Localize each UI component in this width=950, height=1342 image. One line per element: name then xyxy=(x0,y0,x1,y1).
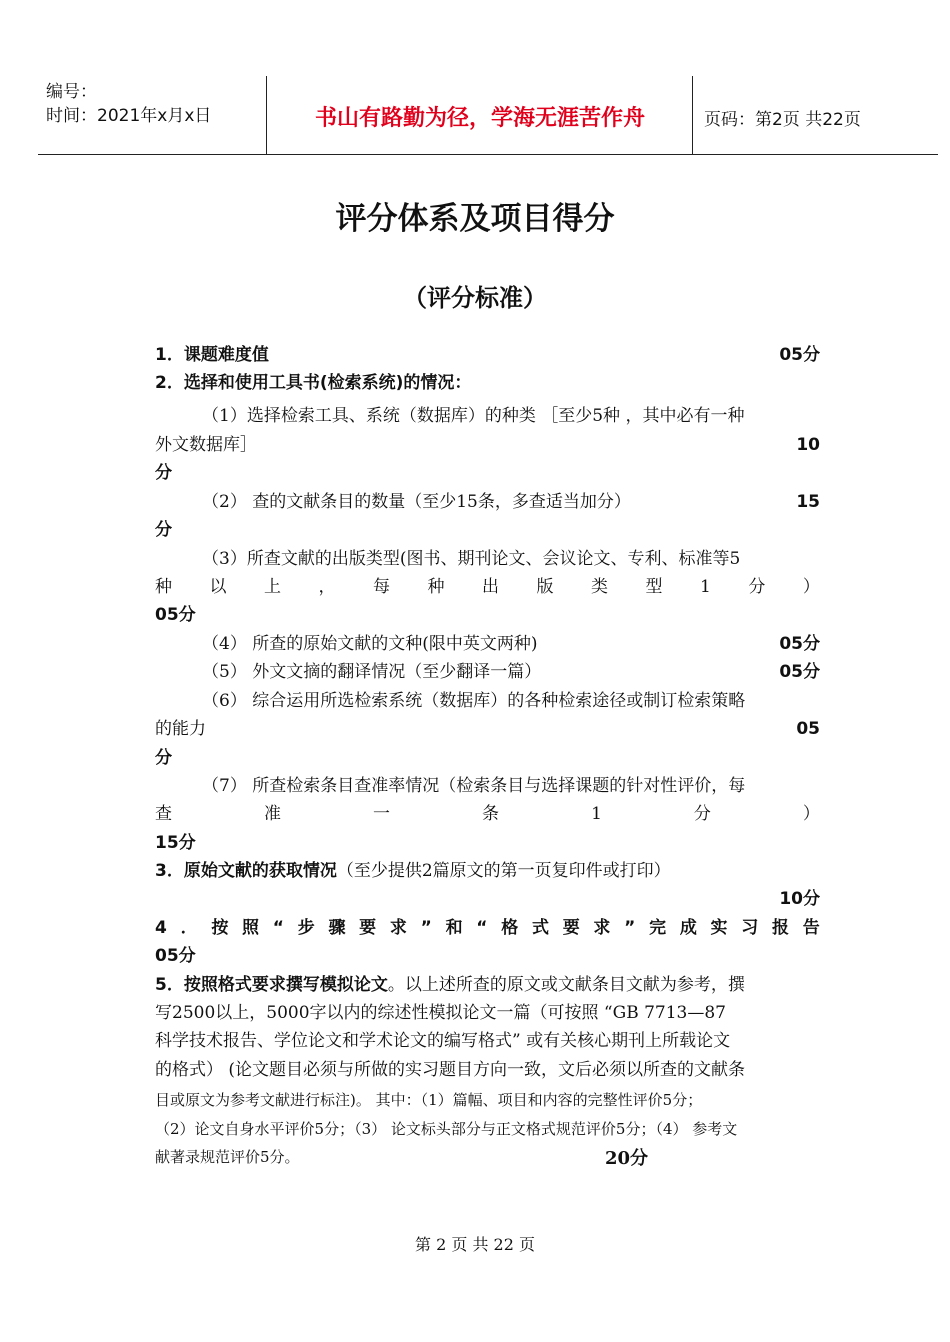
char: “ xyxy=(272,918,284,938)
char: 成 xyxy=(679,918,697,938)
item-text: 。以上述所查的原文或文献条目文献为参考，撰 xyxy=(387,975,745,995)
header-motto: 书山有路勤为径，学海无涯苦作舟 xyxy=(314,106,645,131)
char: 查 xyxy=(155,804,172,824)
char: 条 xyxy=(482,804,500,824)
char: 每 xyxy=(373,577,390,597)
sub-item-1-line2 xyxy=(155,432,820,458)
item-score: 10分 xyxy=(779,889,820,909)
char: 求 xyxy=(389,918,407,938)
char: 式 xyxy=(531,918,549,938)
sub-item-6-line2 xyxy=(155,716,820,742)
sub-item-7-line1: （7） 所查检索条目查准率情况（检索条目与选择课题的针对性评价，每 xyxy=(202,776,746,796)
sub-item-text: （2） 查的文献条目的数量（至少15条，多查适当加分） xyxy=(202,492,631,512)
char: 分 xyxy=(748,577,766,597)
char: 告 xyxy=(802,918,820,938)
char: 完 xyxy=(649,918,667,938)
char: 种 xyxy=(427,577,445,597)
item-5-line1 xyxy=(155,972,820,998)
char: 型 xyxy=(645,577,663,597)
item-score: 15 xyxy=(796,492,820,512)
page-title: 评分体系及项目得分 xyxy=(335,201,615,237)
sub-item-5 xyxy=(155,659,820,685)
sub-item-7-score: 15分 xyxy=(155,833,196,853)
item-4-score: 05分 xyxy=(155,946,196,966)
char: 版 xyxy=(536,577,554,597)
char: 准 xyxy=(264,804,282,824)
item-score: 10 xyxy=(796,435,820,455)
sub-item-2-score-unit: 分 xyxy=(155,520,172,540)
item-score: 05分 xyxy=(779,345,820,365)
char: 4 xyxy=(155,918,167,938)
item-5-line5: 目或原文为参考文献进行标注)。 其中：（1）篇幅、项目和内容的完整性评价5分； xyxy=(155,1091,703,1109)
char: 要 xyxy=(562,918,580,938)
sub-item-text: 的能力 xyxy=(155,719,206,739)
header-page-info: 页码：第2页 共22页 xyxy=(704,110,861,130)
serial-label: 编号： xyxy=(46,82,97,102)
item-score: 05分 xyxy=(779,634,820,654)
char: ， xyxy=(318,577,336,597)
page-header xyxy=(38,76,938,155)
sub-item-1-line1: （1）选择检索工具、系统（数据库）的种类 ［至少5种 ，其中必有一种 xyxy=(202,406,745,426)
page-footer: 第 2 页 共 22 页 xyxy=(415,1235,535,1254)
char: 按 xyxy=(211,918,229,938)
sub-item-3-score: 05分 xyxy=(155,605,196,625)
sub-item-text: （5） 外文文摘的翻译情况（至少翻译一篇） xyxy=(202,662,542,682)
item-label: 5．按照格式要求撰写模拟论文 xyxy=(155,975,388,995)
char: 出 xyxy=(482,577,499,597)
item-label: 1．课题难度值 xyxy=(155,345,269,365)
char: 种 xyxy=(155,577,172,597)
char: 照 xyxy=(242,918,260,938)
item-5-line3: 科学技术报告、学位论文和学术论文的编写格式” 或有关核心期刊上所载论文 xyxy=(155,1031,731,1051)
char: 类 xyxy=(591,577,608,597)
char: 上 xyxy=(264,577,281,597)
char: 实 xyxy=(710,918,728,938)
char: 求 xyxy=(593,918,611,938)
char: 步 xyxy=(297,918,315,938)
item-1 xyxy=(155,342,820,368)
char: 报 xyxy=(772,918,790,938)
item-5-line6: （2）论文自身水平评价5分；（3） 论文标头部分与正文格式规范评价5分；（4） 参考文 xyxy=(155,1120,738,1138)
char: ” xyxy=(420,918,432,938)
item-5-line4: 的格式） (论文题目必须与所做的实习题目方向一致，文后必须以所查的文献条 xyxy=(155,1060,746,1080)
char: 1 xyxy=(700,577,711,597)
sub-item-text: （4） 所查的原始文献的文种(限中英文两种) xyxy=(202,634,538,654)
item-3 xyxy=(155,858,820,884)
sub-item-2-line1 xyxy=(155,489,820,515)
item-note: （至少提供2篇原文的第一页复印件或打印） xyxy=(336,861,671,881)
header-divider xyxy=(692,76,693,154)
item-label: 3．原始文献的获取情况 xyxy=(155,861,337,881)
char: ） xyxy=(802,804,820,824)
char: 1 xyxy=(591,804,602,824)
char: ． xyxy=(180,918,198,938)
char: 分 xyxy=(693,804,711,824)
item-score: 05分 xyxy=(779,662,820,682)
sub-item-3-line1: （3）所查文献的出版类型(图书、期刊论文、会议论文、专利、标准等5 xyxy=(202,549,741,569)
sub-item-7-line2 xyxy=(155,801,820,827)
char: ） xyxy=(802,577,820,597)
char: 要 xyxy=(359,918,377,938)
char: ” xyxy=(624,918,636,938)
sub-item-6-score-unit: 分 xyxy=(155,748,172,768)
char: 骤 xyxy=(328,918,346,938)
item-score: 05 xyxy=(796,719,820,739)
item-5-line7: 献著录规范评价5分。 xyxy=(155,1148,300,1166)
sub-item-6-line1: （6） 综合运用所选检索系统（数据库）的各种检索途径或制订检索策略 xyxy=(202,691,746,711)
item-5-line2: 写2500以上，5000字以内的综述性模拟论文一篇（可按照 “GB 7713—87 xyxy=(155,1003,726,1023)
sub-item-4 xyxy=(155,631,820,657)
sub-item-3-line2 xyxy=(155,574,820,600)
time-label: 时间：2021年x月x日 xyxy=(46,106,212,126)
item-4 xyxy=(155,915,820,941)
char: 以 xyxy=(209,577,227,597)
sub-item-text: 外文数据库］ xyxy=(155,435,257,455)
char: 和 xyxy=(445,918,463,938)
char: 一 xyxy=(373,804,391,824)
header-meta xyxy=(46,80,211,128)
char: 习 xyxy=(741,918,759,938)
char: 格 xyxy=(501,918,519,938)
item-5-score: 20分 xyxy=(605,1148,649,1169)
page-subtitle: （评分标准） xyxy=(403,284,547,312)
item-2: 2．选择和使用工具书(检索系统)的情况： xyxy=(155,373,472,393)
sub-item-1-score-unit: 分 xyxy=(155,463,172,483)
char: “ xyxy=(476,918,488,938)
